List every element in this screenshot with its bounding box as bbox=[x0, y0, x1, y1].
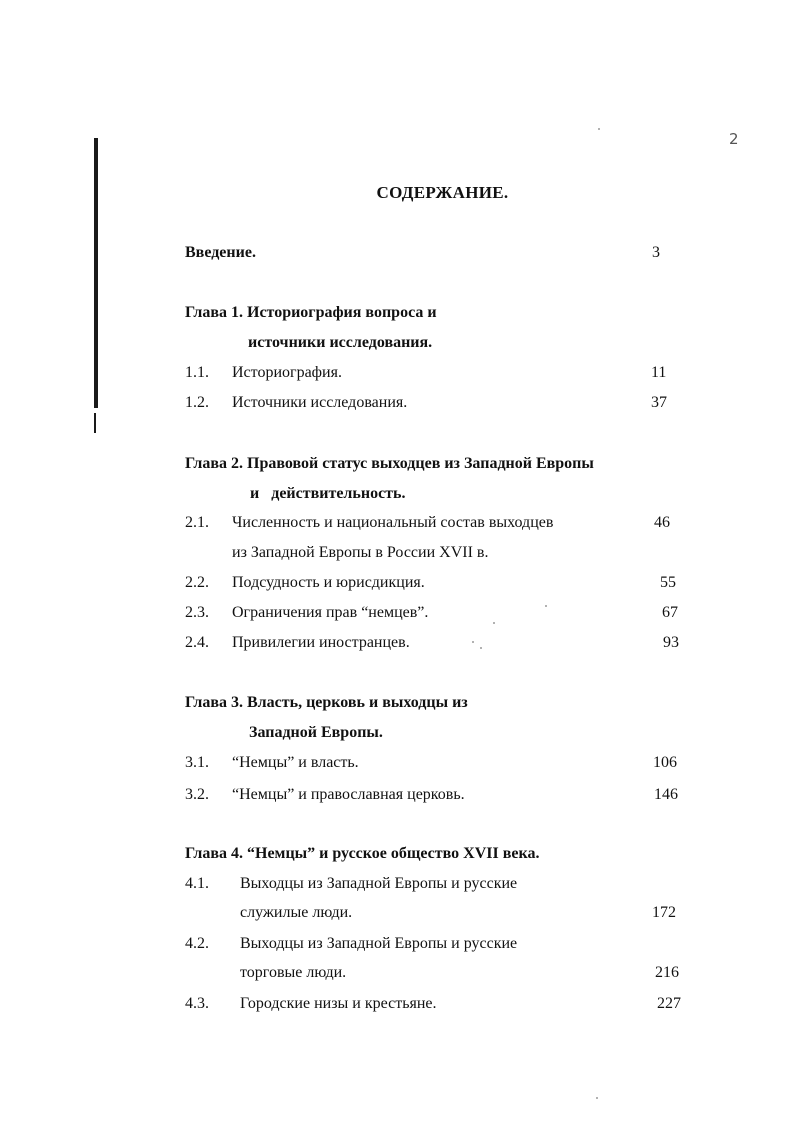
chapter-1-heading-cont: источники исследования. bbox=[248, 334, 433, 351]
chapter-3-heading: Глава 3. Власть, церковь и выходцы из bbox=[185, 694, 468, 711]
section-title-cont: служилые люди. bbox=[240, 904, 353, 921]
section-title: “Немцы” и православная церковь. bbox=[232, 786, 465, 803]
section-title: Городские низы и крестьяне. bbox=[240, 995, 437, 1012]
section-number: 1.2. bbox=[185, 394, 209, 411]
section-number: 3.1. bbox=[185, 754, 209, 771]
section-page: 146 bbox=[654, 786, 678, 803]
scan-speck bbox=[480, 647, 482, 649]
toc-title: СОДЕРЖАНИЕ. bbox=[376, 183, 509, 202]
chapter-4-heading: Глава 4. “Немцы” и русское общество XVII века. bbox=[185, 845, 540, 862]
chapter-1-heading: Глава 1. Историография вопроса и bbox=[185, 304, 437, 321]
section-page: 172 bbox=[652, 904, 676, 921]
section-page: 227 bbox=[657, 995, 681, 1012]
section-page: 11 bbox=[651, 364, 667, 381]
section-number: 2.4. bbox=[185, 634, 209, 651]
section-title: Выходцы из Западной Европы и русские bbox=[240, 935, 518, 952]
section-number: 4.3. bbox=[185, 995, 209, 1012]
section-title: Источники исследования. bbox=[232, 394, 408, 411]
section-title-cont: торговые люди. bbox=[240, 964, 347, 981]
section-page: 67 bbox=[662, 604, 678, 621]
section-title-cont: из Западной Европы в России XVII в. bbox=[232, 544, 489, 561]
section-page: 46 bbox=[654, 514, 670, 531]
chapter-3-heading-cont: Западной Европы. bbox=[249, 724, 383, 741]
section-number: 1.1. bbox=[185, 364, 209, 381]
section-number: 3.2. bbox=[185, 786, 209, 803]
section-title: “Немцы” и власть. bbox=[232, 754, 359, 771]
section-page: 37 bbox=[651, 394, 667, 411]
chapter-2-heading: Глава 2. Правовой статус выходцев из Западной Европы bbox=[185, 455, 594, 472]
section-page: 55 bbox=[660, 574, 676, 591]
section-title: Ограничения прав “немцев”. bbox=[232, 604, 429, 621]
section-number: 4.2. bbox=[185, 935, 209, 952]
section-page: 216 bbox=[655, 964, 679, 981]
section-number: 2.3. bbox=[185, 604, 209, 621]
section-number: 4.1. bbox=[185, 875, 209, 892]
toc-intro-label: Введение. bbox=[185, 244, 256, 261]
scan-speck bbox=[472, 641, 474, 643]
chapter-2-heading-cont: и действительность. bbox=[250, 485, 406, 502]
section-title: Привилегии иностранцев. bbox=[232, 634, 410, 651]
section-number: 2.1. bbox=[185, 514, 209, 531]
scan-speck bbox=[598, 128, 600, 130]
scan-edge-mark bbox=[94, 413, 96, 433]
scan-edge-mark bbox=[94, 138, 98, 408]
section-page: 93 bbox=[663, 634, 679, 651]
section-page: 106 bbox=[653, 754, 677, 771]
page-number: 2 bbox=[729, 130, 739, 148]
toc-intro-page: 3 bbox=[652, 244, 660, 261]
scan-speck bbox=[545, 605, 547, 607]
scan-speck bbox=[493, 622, 495, 624]
section-title: Выходцы из Западной Европы и русские bbox=[240, 875, 518, 892]
scan-speck bbox=[596, 1097, 598, 1099]
section-title: Подсудность и юрисдикция. bbox=[232, 574, 425, 591]
section-title: Историография. bbox=[232, 364, 342, 381]
section-number: 2.2. bbox=[185, 574, 209, 591]
section-title: Численность и национальный состав выходцев bbox=[232, 514, 554, 531]
